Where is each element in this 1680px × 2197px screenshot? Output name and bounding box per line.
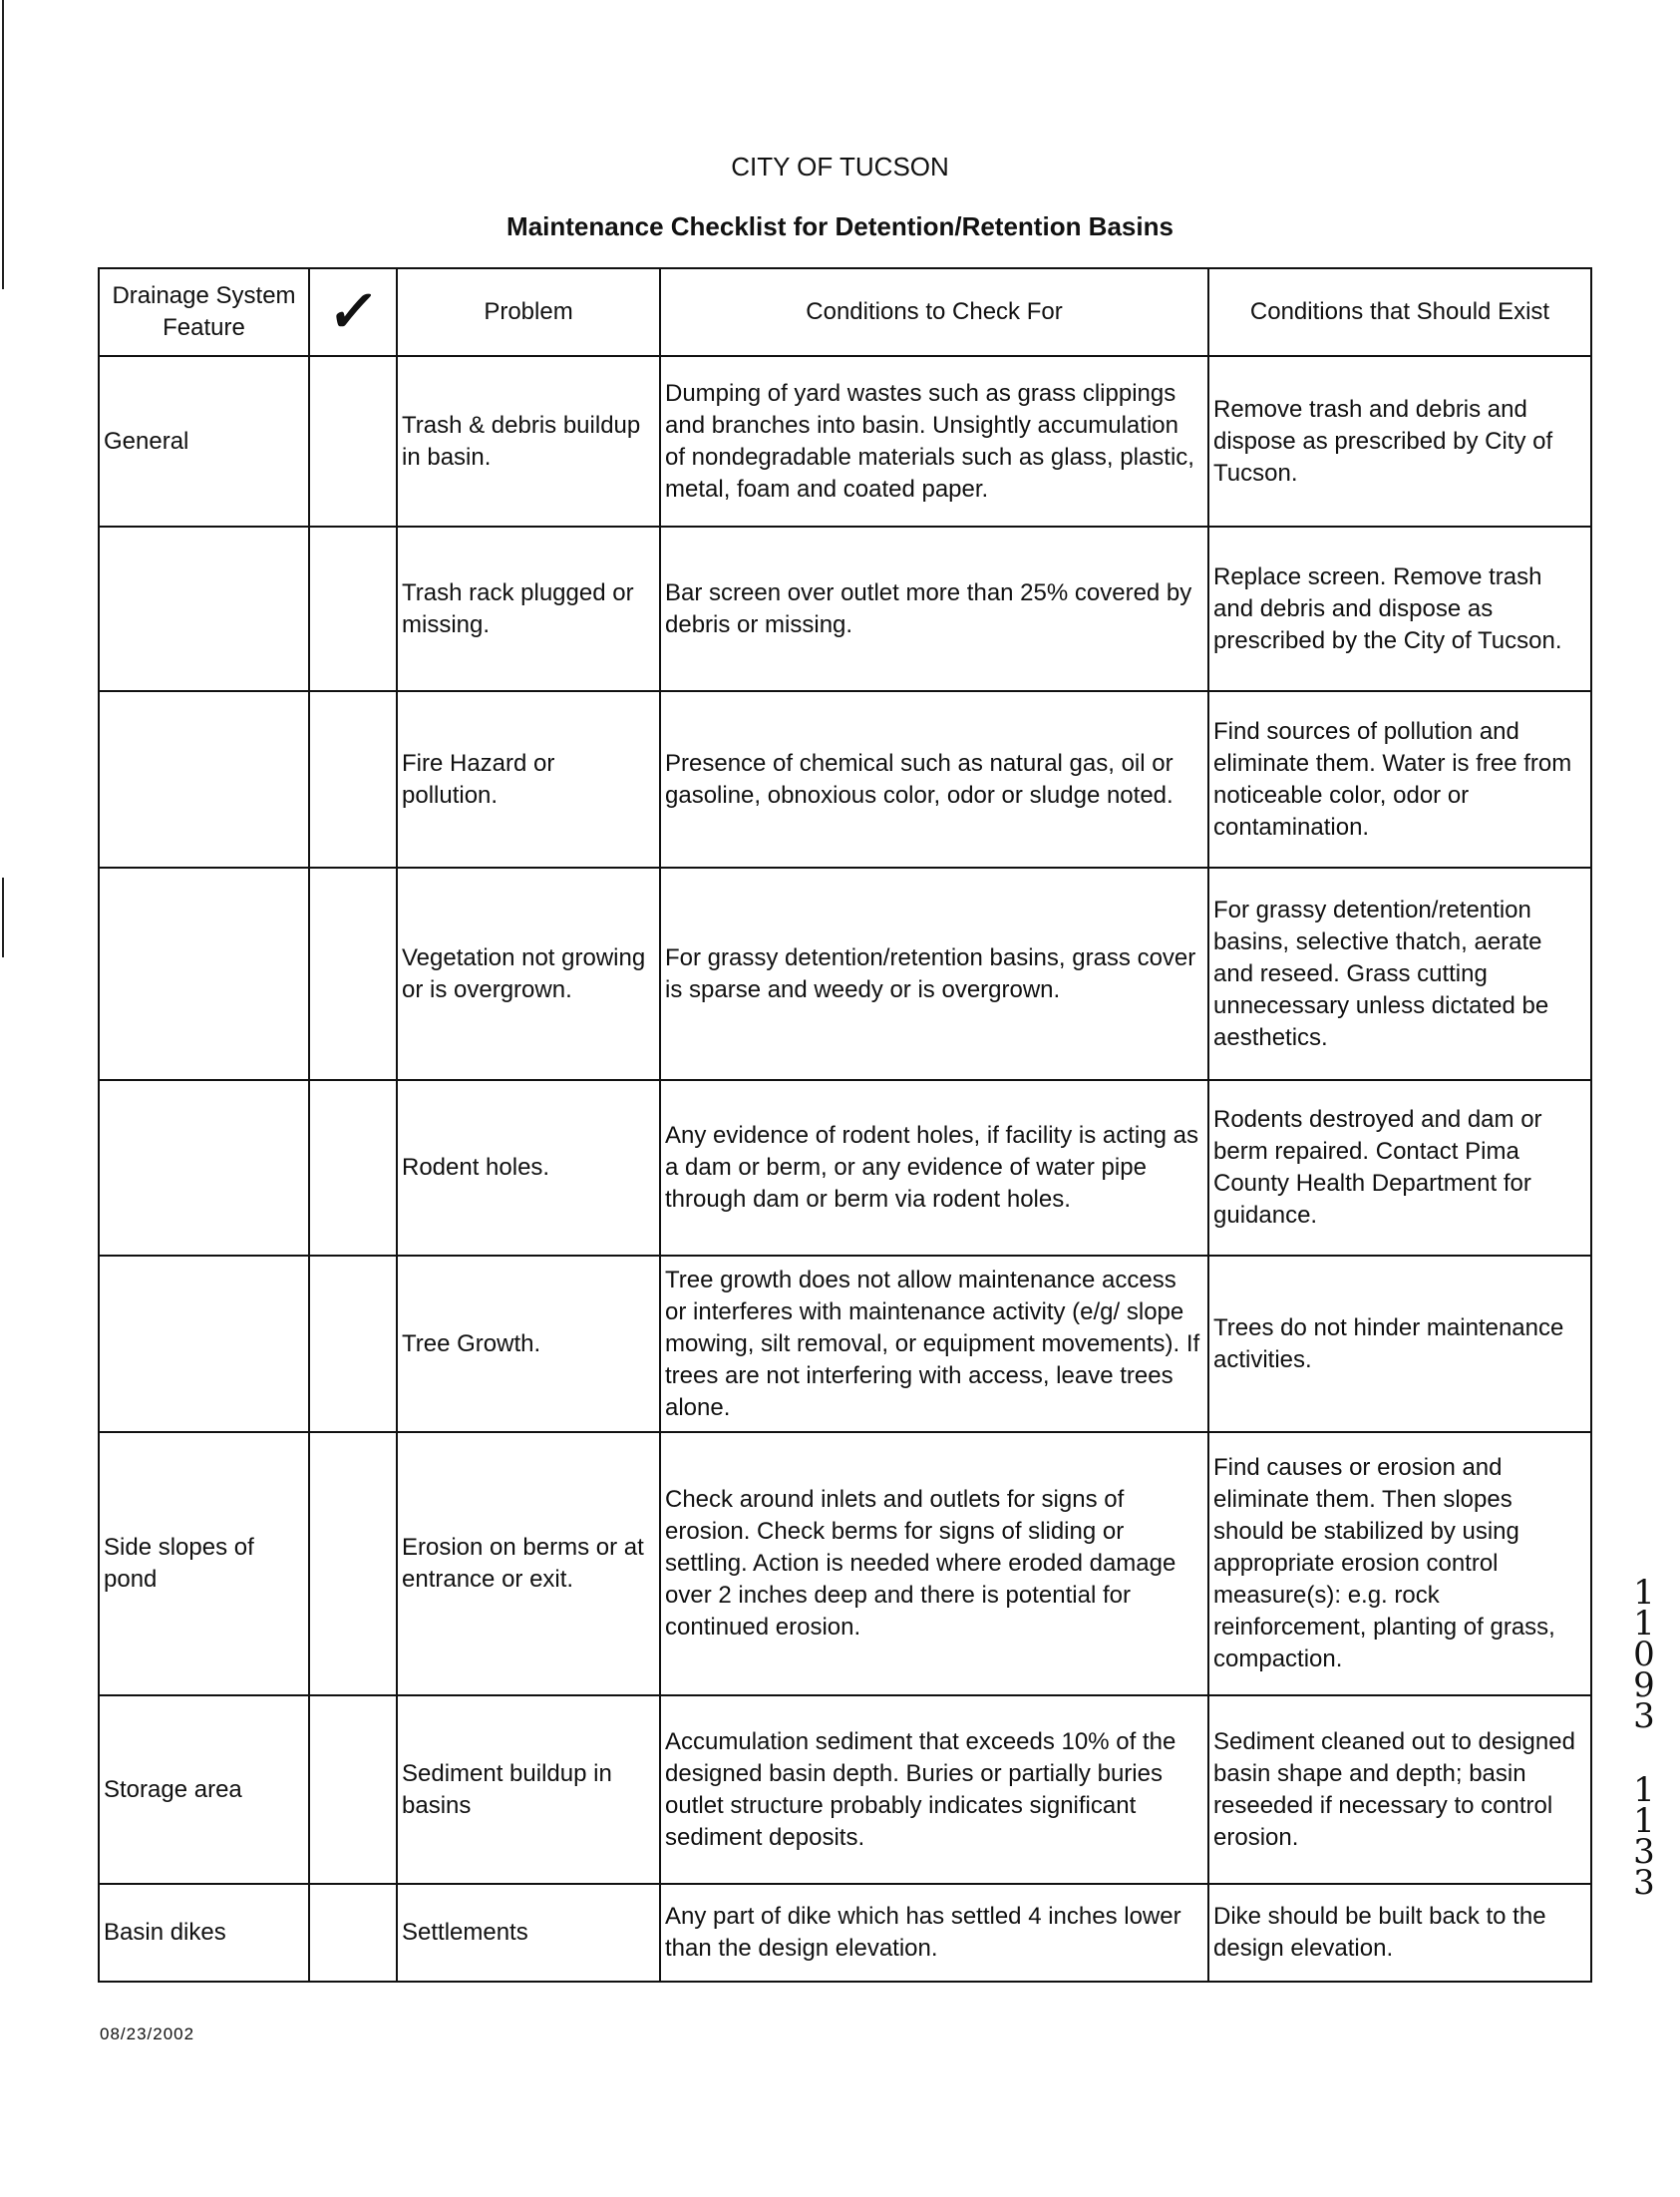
check-for-cell: Check around inlets and outlets for signs of erosion. Check berms for signs of sliding or settling. Action is needed where eroded damage over 2 inches deep and there is potential for continued erosion. <box>660 1432 1208 1695</box>
document-number-stamp <box>1629 1770 1659 1903</box>
check-for-cell: Presence of chemical such as natural gas, oil or gasoline, obnoxious color, odor or sludge noted. <box>660 691 1208 868</box>
check-box-cell[interactable] <box>309 691 397 868</box>
table-row <box>99 1432 1591 1695</box>
table-row <box>99 527 1591 691</box>
stamp-digit: 1 <box>1633 1801 1655 1841</box>
should-exist-cell: Rodents destroyed and dam or berm repaired. Contact Pima County Health Department for guidance. <box>1208 1080 1591 1256</box>
table-row <box>99 356 1591 527</box>
should-exist-cell: For grassy detention/retention basins, selective thatch, aerate and reseed. Grass cutting unnecessary unless dictated be aesthetics. <box>1208 868 1591 1080</box>
table-row <box>99 1695 1591 1884</box>
table-row <box>99 691 1591 868</box>
feature-cell <box>99 691 309 868</box>
check-box-cell[interactable] <box>309 1695 397 1884</box>
check-box-cell[interactable] <box>309 868 397 1080</box>
problem-cell: Sediment buildup in basins <box>397 1695 660 1884</box>
column-header-check-for: Conditions to Check For <box>660 268 1208 356</box>
check-box-cell[interactable] <box>309 356 397 527</box>
stamp-digit: 1 <box>1633 1604 1655 1644</box>
check-for-cell: Dumping of yard wastes such as grass clippings and branches into basin. Unsightly accumulation of nondegradable materials such as glass, plastic, metal, foam and coated paper. <box>660 356 1208 527</box>
stamp-digit: 3 <box>1633 1832 1655 1872</box>
feature-cell <box>99 1256 309 1432</box>
feature-cell: General <box>99 356 309 527</box>
check-box-cell[interactable] <box>309 1256 397 1432</box>
check-box-cell[interactable] <box>309 527 397 691</box>
feature-cell <box>99 527 309 691</box>
should-exist-cell: Replace screen. Remove trash and debris and dispose as prescribed by the City of Tucson. <box>1208 527 1591 691</box>
column-header-feature: Drainage System Feature <box>99 268 309 356</box>
feature-cell: Basin dikes <box>99 1884 309 1982</box>
problem-cell: Tree Growth. <box>397 1256 660 1432</box>
table-row <box>99 868 1591 1080</box>
stamp-digit: 3 <box>1633 1696 1655 1736</box>
problem-cell: Rodent holes. <box>397 1080 660 1256</box>
page-title: CITY OF TUCSON <box>731 152 949 182</box>
maintenance-checklist-table <box>98 267 1592 1983</box>
stamp-digit: 3 <box>1633 1863 1655 1903</box>
feature-cell: Storage area <box>99 1695 309 1884</box>
problem-cell: Settlements <box>397 1884 660 1982</box>
problem-cell: Fire Hazard or pollution. <box>397 691 660 868</box>
should-exist-cell: Dike should be built back to the design elevation. <box>1208 1884 1591 1982</box>
problem-cell: Vegetation not growing or is overgrown. <box>397 868 660 1080</box>
feature-cell <box>99 1080 309 1256</box>
stamp-digit: 1 <box>1633 1770 1655 1810</box>
check-for-cell: Bar screen over outlet more than 25% covered by debris or missing. <box>660 527 1208 691</box>
column-header-should-exist: Conditions that Should Exist <box>1208 268 1591 356</box>
check-box-cell[interactable] <box>309 1080 397 1256</box>
scan-edge-line <box>2 0 4 289</box>
check-box-cell[interactable] <box>309 1884 397 1982</box>
should-exist-cell: Find sources of pollution and eliminate them. Water is free from noticeable color, odor or contamination. <box>1208 691 1591 868</box>
problem-cell: Trash rack plugged or missing. <box>397 527 660 691</box>
table-row <box>99 1884 1591 1982</box>
stamp-digit: 1 <box>1633 1573 1655 1613</box>
stamp-digit: 9 <box>1633 1665 1655 1705</box>
checkmark-icon: ✓ <box>324 279 382 344</box>
check-for-cell: Accumulation sediment that exceeds 10% of the designed basin depth. Buries or partially buries outlet structure probably indicates significant sediment deposits. <box>660 1695 1208 1884</box>
column-header-check <box>309 268 397 356</box>
should-exist-cell: Trees do not hinder maintenance activities. <box>1208 1256 1591 1432</box>
table-header-row <box>99 268 1591 356</box>
check-box-cell[interactable] <box>309 1432 397 1695</box>
should-exist-cell: Sediment cleaned out to designed basin shape and depth; basin reseeded if necessary to control erosion. <box>1208 1695 1591 1884</box>
should-exist-cell: Find causes or erosion and eliminate them. Then slopes should be stabilized by using appropriate erosion control measure(s): e.g. rock reinforcement, planting of grass, compaction. <box>1208 1432 1591 1695</box>
problem-cell: Erosion on berms or at entrance or exit. <box>397 1432 660 1695</box>
problem-cell: Trash & debris buildup in basin. <box>397 356 660 527</box>
check-for-cell: Tree growth does not allow maintenance access or interferes with maintenance activity (e/g/ slope mowing, silt removal, or equipment movements). If trees are not interfering with access, leave trees alone. <box>660 1256 1208 1432</box>
document-number-stamp <box>1629 1573 1659 1736</box>
check-for-cell: For grassy detention/retention basins, grass cover is sparse and weedy or is overgrown. <box>660 868 1208 1080</box>
stamp-digit: 0 <box>1633 1635 1655 1674</box>
page-subtitle: Maintenance Checklist for Detention/Retention Basins <box>506 211 1174 241</box>
feature-cell <box>99 868 309 1080</box>
feature-cell: Side slopes of pond <box>99 1432 309 1695</box>
table-row <box>99 1256 1591 1432</box>
document-date: 08/23/2002 <box>100 2024 195 2043</box>
scan-edge-line <box>2 878 4 957</box>
check-for-cell: Any part of dike which has settled 4 inches lower than the design elevation. <box>660 1884 1208 1982</box>
column-header-problem: Problem <box>397 268 660 356</box>
table-row <box>99 1080 1591 1256</box>
should-exist-cell: Remove trash and debris and dispose as prescribed by City of Tucson. <box>1208 356 1591 527</box>
check-for-cell: Any evidence of rodent holes, if facility is acting as a dam or berm, or any evidence of water pipe through dam or berm via rodent holes. <box>660 1080 1208 1256</box>
